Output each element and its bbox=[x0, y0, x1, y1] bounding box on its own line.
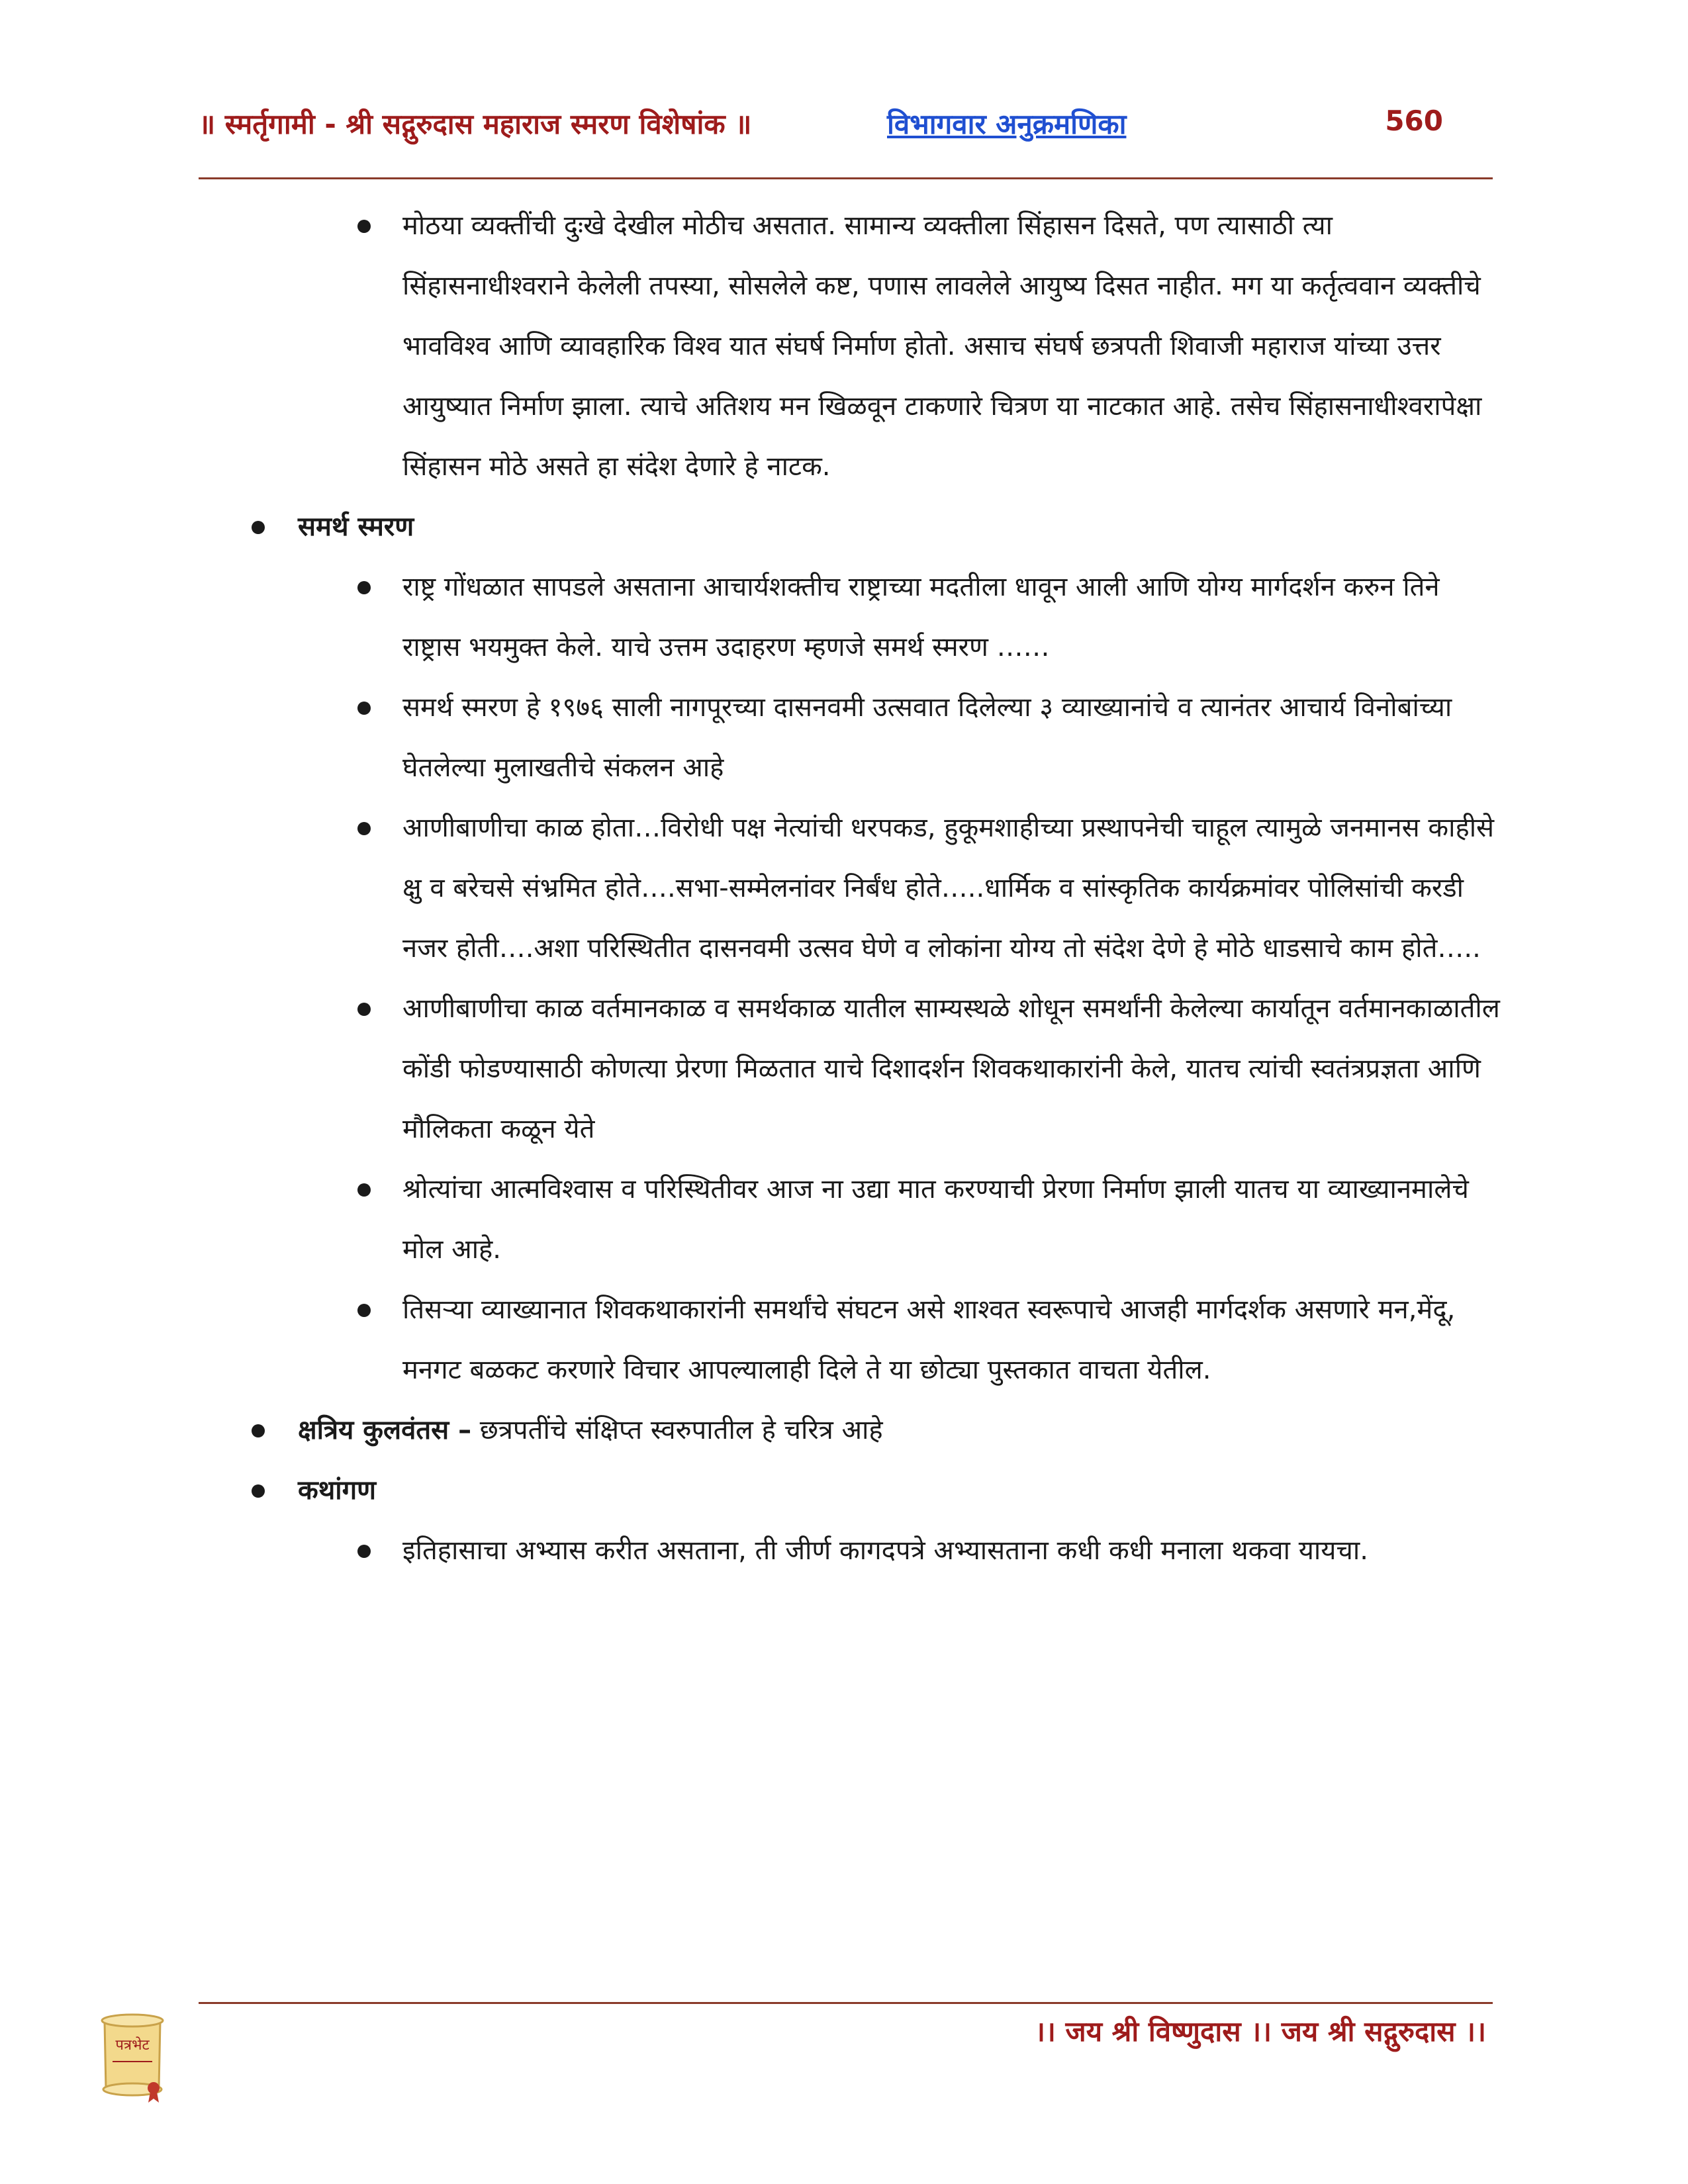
item-text: श्रोत्यांचा आत्मविश्वास व परिस्थितीवर आज ना उद्या मात करण्याची प्रेरणा निर्माण झाली यातच या व्याख्यानमालेचे मोल आहे. bbox=[402, 1174, 1469, 1265]
page-number: 560 bbox=[1385, 105, 1443, 137]
list-item bbox=[350, 678, 1503, 798]
magazine-title: ॥ स्मर्तृगामी - श्री सद्गुरुदास महाराज स्मरण विशेषांक ॥ bbox=[199, 108, 752, 140]
item-text: इतिहासाचा अभ्यास करीत असताना, ती जीर्ण कागदपत्रे अभ्यासताना कधी कधी मनाला थकवा यायचा. bbox=[402, 1535, 1368, 1566]
patrabhet-scroll-logo-icon bbox=[93, 2009, 172, 2108]
bullet-icon bbox=[252, 521, 265, 534]
item-text: मोठया व्यक्तींची दुःखे देखील मोठीच असतात. सामान्य व्यक्तीला सिंहासन दिसते, पण त्यासाठी त्या सिंहासनाधीश्वराने केलेली तपस्या, सोसलेले कष्ट, पणास लावलेले आयुष्य दिसत नाहीत. मग या कर्तृत्ववान व्यक्तीचे भावविश्व आणि व्यावहारिक विश्व यात संघर्ष निर्माण होतो. असाच संघर्ष छत्रपती शिवाजी महाराज यांच्या उत्तर आयुष्यात निर्माण झाला. त्याचे अतिशय मन खिळवून टाकणारे चित्रण या नाटकात आहे. तसेच सिंहासनाधीश्वरापेक्षा सिंहासन मोठे असते हा संदेश देणारे हे नाटक. bbox=[402, 210, 1482, 482]
list-item bbox=[350, 557, 1503, 678]
bullet-icon bbox=[357, 702, 371, 715]
section-heading-kathangan bbox=[245, 1461, 1503, 1521]
list-item bbox=[350, 798, 1503, 979]
item-heading: क्षत्रिय कुलवंतस – bbox=[298, 1415, 472, 1445]
list-item bbox=[350, 1280, 1503, 1400]
footer-divider bbox=[199, 2002, 1493, 2004]
scroll-top-roll bbox=[102, 2015, 163, 2026]
bullet-icon bbox=[357, 220, 371, 233]
bullet-icon bbox=[357, 1183, 371, 1197]
bullet-icon bbox=[357, 822, 371, 835]
bullet-icon bbox=[357, 581, 371, 594]
section-heading-samarth-smaran bbox=[245, 497, 1503, 557]
item-heading: कथांगण bbox=[298, 1475, 377, 1506]
item-text: छत्रपतींचे संक्षिप्त स्वरुपातील हे चरित्र आहे bbox=[471, 1415, 883, 1445]
bullet-icon bbox=[357, 1545, 371, 1558]
item-text: समर्थ स्मरण हे १९७६ साली नागपूरच्या दासनवमी उत्सवात दिलेल्या ३ व्याख्यानांचे व त्यानंतर आचार्य विनोबांच्या घेतलेल्या मुलाखतीचे संकलन आहे bbox=[402, 692, 1452, 783]
list-item bbox=[350, 979, 1503, 1160]
item-text: आणीबाणीचा काळ होता…विरोधी पक्ष नेत्यांची धरपकड, हुकूमशाहीच्या प्रस्थापनेची चाहूल त्यामुळे जनमानस काहीसे क्षु व बरेचसे संभ्रमित होते….सभा-सम्मेलनांवर निर्बंध होते…..धार्मिक व सांस्कृतिक कार्यक्रमांवर पोलिसांची करडी नजर होती….अशा परिस्थितीत दासनवमी उत्सव घेणे व लोकांना योग्य तो संदेश देणे हे मोठे धाडसाचे काम होते….. bbox=[402, 813, 1495, 964]
logo-label: पत्रभेट bbox=[115, 2037, 150, 2054]
list-item bbox=[350, 1521, 1503, 1581]
section-heading-kshatriya-kulavantas bbox=[245, 1400, 1503, 1461]
bullet-icon bbox=[252, 1484, 265, 1498]
index-link[interactable]: विभागवार अनुक्रमणिका bbox=[887, 108, 1127, 140]
page-header bbox=[199, 99, 1443, 146]
main-content bbox=[245, 196, 1503, 1581]
footer-text: ।। जय श्री विष्णुदास ।। जय श्री सद्गुरुदास ।। bbox=[1035, 2015, 1486, 2048]
header-divider bbox=[199, 177, 1493, 179]
bullet-icon bbox=[252, 1424, 265, 1437]
bullet-icon bbox=[357, 1304, 371, 1317]
scroll-body bbox=[105, 2018, 160, 2089]
bullet-icon bbox=[357, 1003, 371, 1016]
item-text: तिसऱ्या व्याख्यानात शिवकथाकारांनी समर्थांचे संघटन असे शाश्वत स्वरूपाचे आजही मार्गदर्शक असणारे मन,मेंदू, मनगट बळकट करणारे विचार आपल्यालाही दिले ते या छोट्या पुस्तकात वाचता येतील. bbox=[402, 1295, 1456, 1385]
list-item bbox=[350, 1160, 1503, 1280]
item-heading: समर्थ स्मरण bbox=[298, 512, 414, 542]
list-item bbox=[350, 196, 1503, 497]
item-text: आणीबाणीचा काळ वर्तमानकाळ व समर्थकाळ यातील साम्यस्थळे शोधून समर्थांनी केलेल्या कार्यातून वर्तमानकाळातील कोंडी फोडण्यासाठी कोणत्या प्रेरणा मिळतात याचे दिशादर्शन शिवकथाकारांनी केले, यातच त्यांची स्वतंत्रप्रज्ञता आणि मौलिकता कळून येते bbox=[402, 993, 1500, 1144]
item-text: राष्ट्र गोंधळात सापडले असताना आचार्यशक्तीच राष्ट्राच्या मदतीला धावून आली आणि योग्य मार्गदर्शन करुन तिने राष्ट्रास भयमुक्त केले. याचे उत्तम उदाहरण म्हणजे समर्थ स्मरण …… bbox=[402, 572, 1440, 662]
